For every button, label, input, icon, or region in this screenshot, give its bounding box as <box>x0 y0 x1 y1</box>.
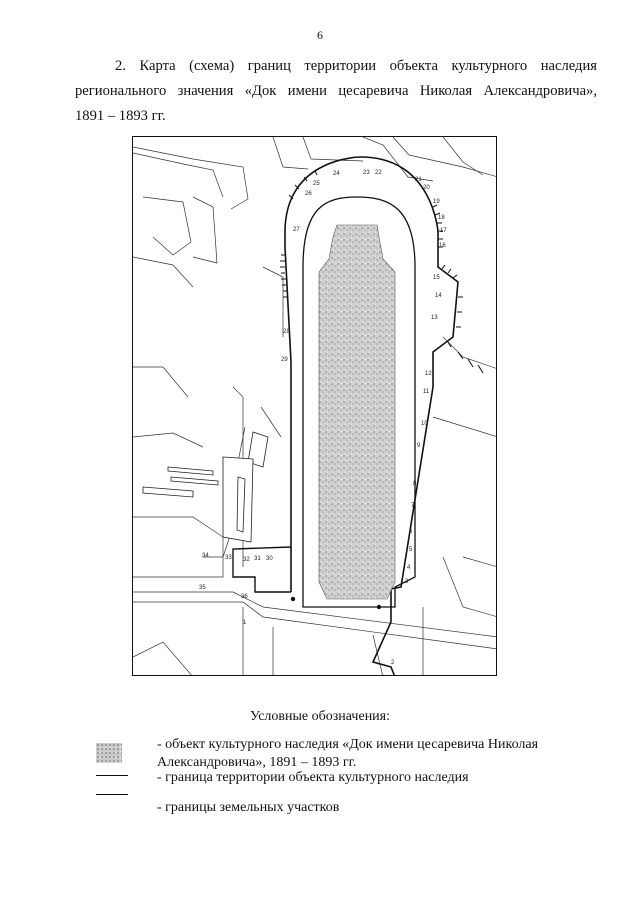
boundary-map <box>132 136 497 676</box>
point-label: 12 <box>425 371 432 377</box>
point-label: 19 <box>433 199 440 205</box>
point-label: 26 <box>305 191 312 197</box>
point-label: 15 <box>433 275 440 281</box>
point-label: 30 <box>266 556 273 562</box>
heading-line-3: 1891 – 1893 гг. <box>75 108 166 124</box>
map-heading <box>75 54 597 129</box>
point-label: 9 <box>417 443 421 449</box>
point-label: 14 <box>435 293 442 299</box>
legend-title: Условные обозначения: <box>249 709 391 724</box>
legend-swatch-object <box>96 743 122 763</box>
point-label: 27 <box>293 227 300 233</box>
point-label: 18 <box>438 215 445 221</box>
point-label: 13 <box>431 315 438 321</box>
legend-item-territory-boundary: - граница территории объекта культурного наследия <box>157 770 469 785</box>
legend-swatch-territory-boundary <box>96 775 128 776</box>
point-label: 11 <box>423 389 430 395</box>
point-label: 32 <box>243 557 250 563</box>
heading-line-2: регионального значения «Док имени цесаревича Николая Александровича», <box>75 83 597 99</box>
point-label: 20 <box>423 185 430 191</box>
point-label: 7 <box>411 503 415 509</box>
point-label: 17 <box>440 228 447 234</box>
legend-item-object-line2: Александровича», 1891 – 1893 гг. <box>157 755 357 770</box>
heading-line-1: 2. Карта (схема) границ территории объекта культурного наследия <box>115 58 597 74</box>
survey-point <box>291 597 295 601</box>
survey-point <box>377 605 381 609</box>
point-label: 28 <box>283 329 290 335</box>
legend-swatch-land-plots <box>96 794 128 795</box>
point-label: 10 <box>421 421 428 427</box>
point-label: 33 <box>225 555 232 561</box>
point-label: 16 <box>439 243 446 249</box>
point-label: 34 <box>202 553 209 559</box>
point-label: 21 <box>415 177 422 183</box>
point-label: 6 <box>409 529 413 535</box>
point-label: 25 <box>313 181 320 187</box>
point-label: 8 <box>413 481 417 487</box>
heritage-object-dock <box>319 225 395 599</box>
point-label: 36 <box>241 594 248 600</box>
point-label: 24 <box>333 171 340 177</box>
point-label: 22 <box>375 170 382 176</box>
point-label: 31 <box>254 556 261 562</box>
point-label: 23 <box>363 170 370 176</box>
point-label: 4 <box>407 565 411 571</box>
legend-item-object-line1: - объект культурного наследия «Док имени цесаревича Николая <box>157 737 539 752</box>
point-label: 1 <box>243 620 247 626</box>
boundary-map-drawing <box>133 137 497 676</box>
point-label: 29 <box>281 357 288 363</box>
point-label: 2 <box>391 660 395 666</box>
point-label: 3 <box>405 579 409 585</box>
point-label: 35 <box>199 585 206 591</box>
legend-item-object <box>157 736 538 772</box>
page-number: 6 <box>317 28 323 42</box>
point-label: 5 <box>409 547 413 553</box>
legend-item-land-plots: - границы земельных участков <box>157 800 340 815</box>
